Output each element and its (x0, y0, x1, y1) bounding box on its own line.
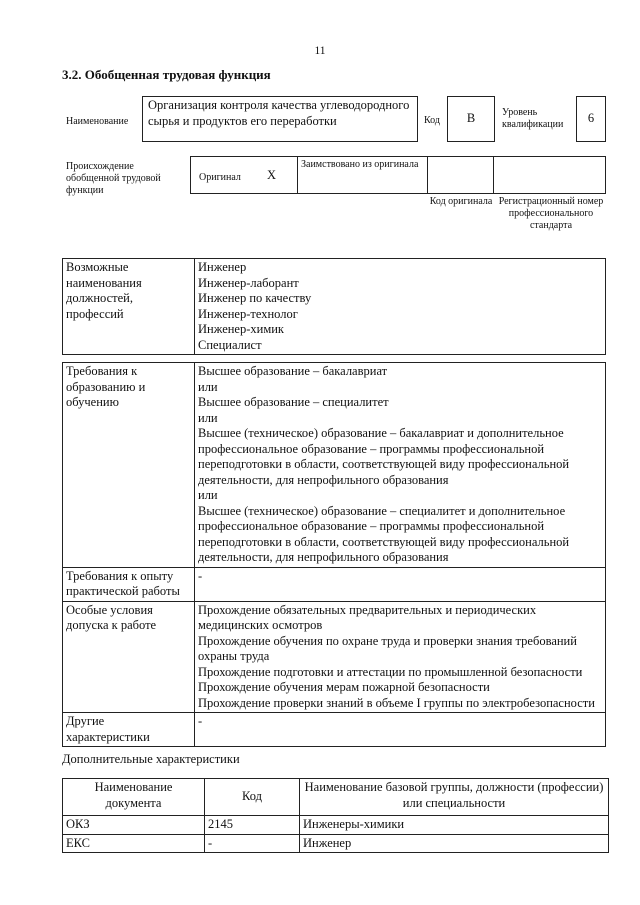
special-conditions-list (195, 601, 606, 713)
origin-label: Происхождение обобщенной трудовой функции (66, 161, 161, 196)
condition-line: Прохождение обязательных предварительных и периодических медицинских осмотров (198, 602, 537, 632)
page-number: 11 (314, 45, 326, 57)
additional-title: Дополнительные характеристики (62, 752, 240, 766)
position-item: Инженер по качеству (198, 291, 312, 305)
positions-table (62, 258, 606, 355)
requirement-line: Высшее образование – бакалавриат (198, 364, 388, 378)
level-label: Уровень квалификации (502, 107, 564, 130)
special-conditions-label: Особые условия допуска к работе (63, 601, 195, 713)
position-item: Инженер-химик (198, 322, 284, 336)
positions-label: Возможные наименования должностей, профессий (63, 259, 195, 355)
position-item: Специалист (198, 337, 262, 352)
other-characteristics-value: - (195, 713, 606, 747)
position-item: Инженер-технолог (198, 306, 298, 321)
condition-line: Прохождение проверки знаний в объеме I группы по электробезопасности (198, 695, 595, 710)
function-name-value: Организация контроля качества углеводородного сырья и продуктов его переработки (148, 98, 410, 128)
condition-line: Прохождение подготовки и аттестации по промышленной безопасности (198, 664, 583, 679)
function-name-box (142, 96, 418, 142)
header-document: Наименование документа (63, 779, 205, 816)
original-label: Оригинал (199, 172, 241, 183)
row-eks-code: - (205, 834, 300, 853)
row-eks-group: Инженер (300, 834, 609, 853)
education-requirements (195, 363, 606, 568)
borrowed-label: Заимствовано из оригинала (301, 159, 419, 170)
level-value: 6 (587, 111, 595, 126)
condition-line: Прохождение обучения по охране труда и проверки знания требований охраны труда (198, 633, 577, 663)
name-label: Наименование (66, 116, 129, 127)
positions-list (195, 259, 606, 355)
row-okz-document: ОКЗ (63, 816, 205, 835)
section-title: 3.2. Обобщенная трудовая функция (62, 67, 271, 82)
requirement-line: или (198, 410, 218, 425)
position-item: Инженер (198, 260, 247, 274)
row-okz-code: 2145 (205, 816, 300, 835)
requirements-table (62, 362, 606, 747)
condition-line: Прохождение обучения мерам пожарной безопасности (198, 680, 490, 694)
level-box (576, 96, 606, 142)
position-item: Инженер-лаборант (198, 275, 299, 290)
requirement-line: или (198, 488, 218, 502)
requirement-line: Высшее образование – специалитет (198, 395, 389, 409)
additional-table (62, 778, 609, 853)
education-label: Требования к образованию и обучению (63, 363, 195, 568)
code-label: Код (424, 115, 440, 126)
origin-table (190, 156, 606, 194)
requirement-line: или (198, 379, 218, 394)
requirement-line: Высшее (техническое) образование – специалитет и дополнительное профессиональное образование – программы профессиональной переподготовки в области, соответствующей виду профессиональной деятельности, для непрофильного образования (198, 503, 570, 564)
row-okz-group: Инженеры-химики (300, 816, 609, 835)
experience-label: Требования к опыту практической работы (63, 567, 195, 601)
original-mark: X (267, 168, 277, 182)
code-original-caption: Код оригинала (429, 196, 493, 207)
header-base-group: Наименование базовой группы, должности (профессии) или специальности (300, 779, 609, 816)
code-box (447, 96, 495, 142)
other-characteristics-label: Другие характеристики (63, 713, 195, 747)
row-eks-document: ЕКС (63, 834, 205, 853)
experience-value: - (195, 567, 606, 601)
code-value: B (466, 111, 476, 126)
requirement-line: Высшее (техническое) образование – бакалавриат и дополнительное профессиональное образование – программы профессиональной переподготовки в области, соответствующей виду профессиональной деятельности, для непрофильного образования (198, 426, 570, 487)
header-code: Код (205, 779, 300, 816)
reg-number-caption: Регистрационный номер профессионального стандарта (498, 196, 604, 231)
